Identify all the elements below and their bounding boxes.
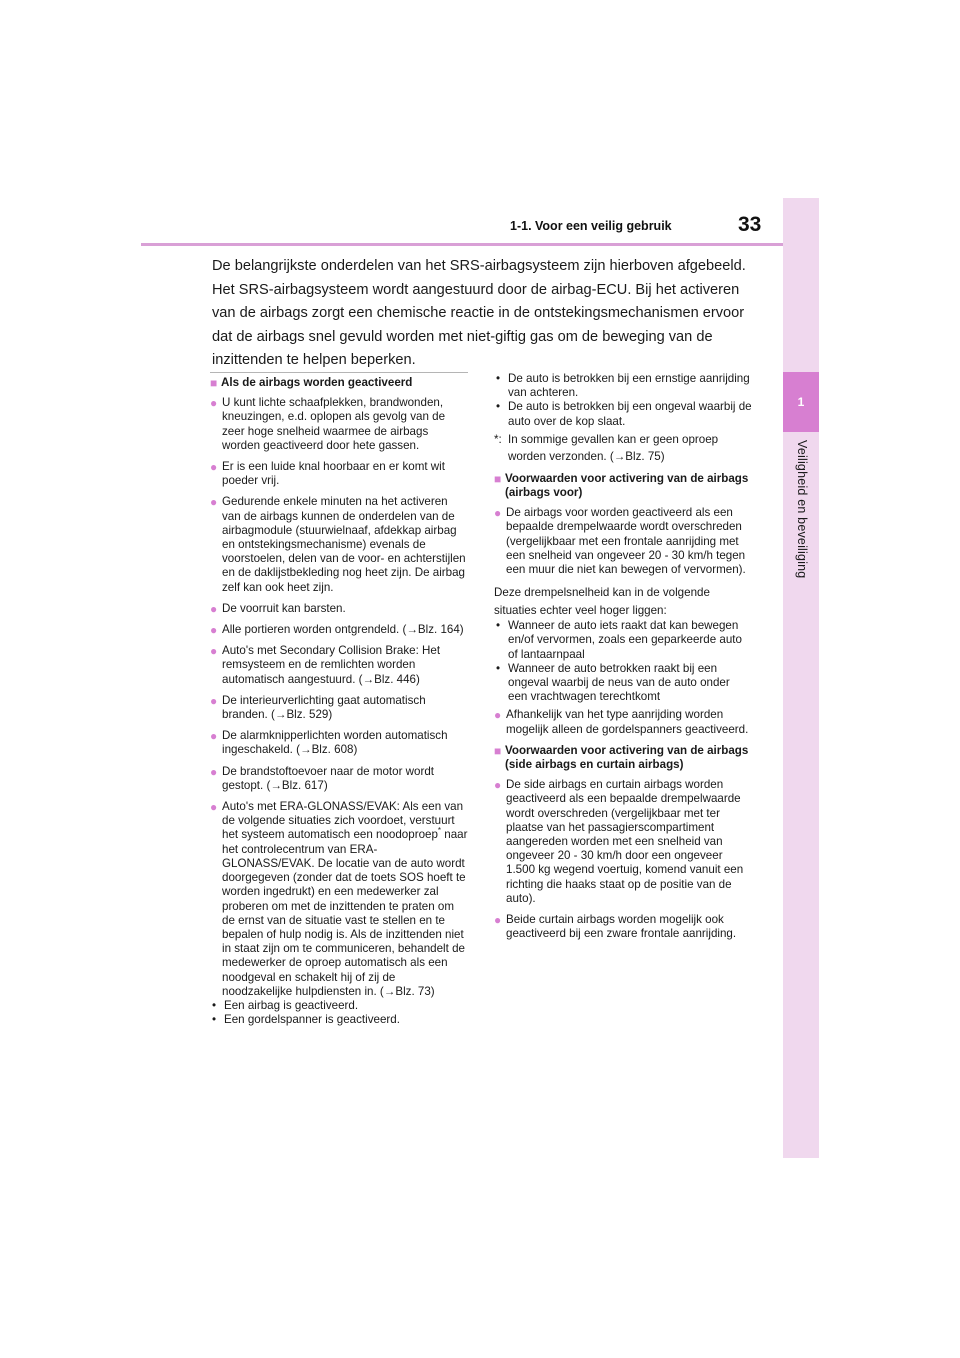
- era-text-part2: naar het controlecentrum van ERA-GLONASS/EVAK. De locatie van de auto wordt doorgegeven (zonder dat de toets SOS hoeft te worden ingedrukt) en een medewerker zal proberen om met de inzittenden te praten om de ernst van de situatie vast te stellen en te bepalen of hulp nodig is. Als de inzittenden niet in staat zijn om te communiceren, behandelt de medewerker de oproep automatisch als een noodgeval en schakelt hij of zij de noodzakelijke hulpdiensten in. (→Blz. 73): [222, 828, 468, 998]
- bullet-icon: •: [496, 400, 501, 414]
- chapter-number: 1: [783, 372, 819, 432]
- right-column: [494, 372, 752, 949]
- dot-marker-icon: ●: [210, 396, 218, 411]
- bullet-icon: •: [496, 619, 501, 633]
- square-marker-icon: ■: [210, 376, 218, 390]
- subheading: [494, 744, 752, 772]
- square-marker-icon: ■: [494, 743, 502, 758]
- list-item: [494, 708, 752, 736]
- paragraph: Deze drempelsnelheid kan in de volgende situaties echter veel hoger liggen:: [494, 586, 710, 617]
- bullet-text: De auto is betrokken bij een ernstige aanrijding van achteren.: [508, 372, 750, 400]
- list-item-text: De alarmknipperlichten worden automatisch ingeschakeld. (→Blz. 608): [222, 729, 448, 757]
- bullet-item: [494, 400, 752, 428]
- list-item: [494, 778, 752, 906]
- list-item: [210, 694, 468, 722]
- bullet-text: Een gordelspanner is geactiveerd.: [224, 1013, 400, 1027]
- page-number: 33: [738, 213, 762, 236]
- list-item-text: De airbags voor worden geactiveerd als een bepaalde drempelwaarde wordt overschreden (vergelijkbaar met een frontale aanrijding met een snelheid van ongeveer 20 - 30 km/h tegen een muur die niet kan bewegen of vervormen).: [506, 506, 746, 577]
- footnote-mark: *:: [494, 432, 502, 446]
- subheading-text: Voorwaarden voor activering van de airbags (airbags voor): [505, 471, 749, 500]
- dot-marker-icon: ●: [210, 601, 218, 616]
- dot-marker-icon: ●: [210, 460, 218, 475]
- dot-marker-icon: ●: [210, 623, 218, 638]
- list-item-text: Alle portieren worden ontgrendeld. (→Blz. 164): [222, 623, 464, 637]
- list-item-text: [222, 800, 468, 999]
- section-title: 1-1. Voor een veilig gebruik: [510, 219, 672, 233]
- list-item-text: Beide curtain airbags worden mogelijk ook geactiveerd bij een zware frontale aanrijding.: [506, 913, 737, 941]
- bullet-icon: •: [212, 1013, 217, 1027]
- subheading: [494, 472, 752, 500]
- bullet-item: [210, 1013, 468, 1027]
- footnote-ref: *: [437, 826, 442, 836]
- list-item: [494, 506, 752, 577]
- chapter-side-tab: [783, 198, 819, 1158]
- list-item-text: De interieurverlichting gaat automatisch branden. (→Blz. 529): [222, 693, 426, 722]
- list-item: [210, 602, 468, 616]
- intro-paragraph: De belangrijkste onderdelen van het SRS-airbagsysteem zijn hierboven afgebeeld. Het SRS-airbagsysteem wordt aangestuurd door de airbag-ECU. Bij het activeren van de airbags zorgt een chemische reactie in de ontstekingsmechanismen ervoor dat de airbags snel gevuld worden met niet-giftig gas om de beweging van de inzittenden te helpen beperken.: [212, 258, 746, 368]
- bullet-icon: •: [496, 372, 501, 385]
- footnote: [494, 431, 752, 465]
- list-item-text: Afhankelijk van het type aanrijding worden mogelijk alleen de gordelspanners geactiveerd.: [506, 708, 749, 736]
- dot-marker-icon: ●: [494, 913, 502, 928]
- bullet-text: Wanneer de auto betrokken raakt bij een ongeval waarbij de neus van de auto onder een vrachtwagen terechtkomt: [508, 661, 730, 704]
- list-item: [210, 623, 468, 637]
- dot-marker-icon: ●: [210, 729, 218, 744]
- list-item: [210, 396, 468, 453]
- era-text-part1: Auto's met ERA-GLONASS/EVAK: Als een van de volgende situaties zich voordoet, verstuurt het systeem automatisch een noodoproep: [222, 800, 464, 842]
- dot-marker-icon: ●: [494, 506, 502, 521]
- subhead-rule: [210, 372, 468, 373]
- bullet-item: [494, 372, 752, 400]
- bullet-text: De auto is betrokken bij een ongeval waarbij de auto over de kop slaat.: [508, 400, 752, 428]
- list-item-text: De side airbags en curtain airbags worden geactiveerd als een bepaalde drempelwaarde wordt overschreden (vergelijkbaar met ter plaatse van het passagierscompartiment aangereden worden met een snelheid van ongeveer 20 - 30 km/h door een ongeveer 1.500 kg wegend voertuig, komend vanuit een richting die haaks staat op de positie van de auto).: [506, 778, 744, 905]
- left-column: [210, 372, 468, 1027]
- bullet-text: Wanneer de auto iets raakt dat kan bewegen en/of vervormen, zoals een geparkeerde auto of lantaarnpaal: [508, 619, 742, 661]
- chapter-label: Veiligheid en beveiliging: [795, 440, 809, 579]
- dot-marker-icon: ●: [210, 693, 218, 708]
- list-item-text: Er is een luide knal hoorbaar en er komt wit poeder vrij.: [222, 460, 445, 488]
- subheading: [210, 376, 468, 390]
- footnote-text: In sommige gevallen kan er geen oproep worden verzonden. (→Blz. 75): [508, 432, 719, 463]
- dot-marker-icon: ●: [494, 778, 502, 793]
- list-item-text: U kunt lichte schaafplekken, brandwonden, kneuzingen, e.d. oplopen als gevolg van de zeer hoge snelheid waarmee de airbags worden geactiveerd door hete gassen.: [222, 396, 446, 452]
- header-rule: [141, 243, 791, 246]
- subheading-text: Voorwaarden voor activering van de airbags (side airbags en curtain airbags): [505, 743, 749, 772]
- dot-marker-icon: ●: [210, 800, 218, 815]
- bullet-text: Een airbag is geactiveerd.: [224, 998, 359, 1012]
- list-item-text: De voorruit kan barsten.: [222, 601, 346, 615]
- list-item: [210, 460, 468, 488]
- bullet-item: [494, 662, 752, 705]
- bullet-icon: •: [496, 661, 501, 675]
- list-item: [210, 644, 468, 687]
- subheading-text: Als de airbags worden geactiveerd: [221, 376, 413, 389]
- list-item: [210, 729, 468, 757]
- dot-marker-icon: ●: [210, 495, 218, 510]
- list-item: [210, 765, 468, 793]
- bullet-icon: •: [212, 998, 217, 1012]
- dot-marker-icon: ●: [210, 644, 218, 659]
- bullet-item: [494, 619, 752, 662]
- list-item: [210, 495, 468, 594]
- list-item-text: De brandstoftoevoer naar de motor wordt gestopt. (→Blz. 617): [222, 764, 435, 792]
- dot-marker-icon: ●: [210, 764, 218, 779]
- list-item-era-glonass: [210, 800, 468, 999]
- dot-marker-icon: ●: [494, 708, 502, 723]
- bullet-item: [210, 999, 468, 1013]
- list-item-text: Auto's met Secondary Collision Brake: Het remsysteem en de remlichten worden automatisch aangestuurd. (→Blz. 446): [222, 644, 441, 686]
- square-marker-icon: ■: [494, 471, 502, 486]
- list-item: [494, 913, 752, 941]
- list-item-text: Gedurende enkele minuten na het activeren van de airbags kunnen de onderdelen van de airbagmodule (stuurwielnaaf, afdekkap airbag en ontstekingsmechanisme) evenals de voorstoelen, delen van de voor- en achterstijlen en de daklijstbekleding nog heet zijn. De airbag zelf kan ook heet zijn.: [222, 495, 466, 594]
